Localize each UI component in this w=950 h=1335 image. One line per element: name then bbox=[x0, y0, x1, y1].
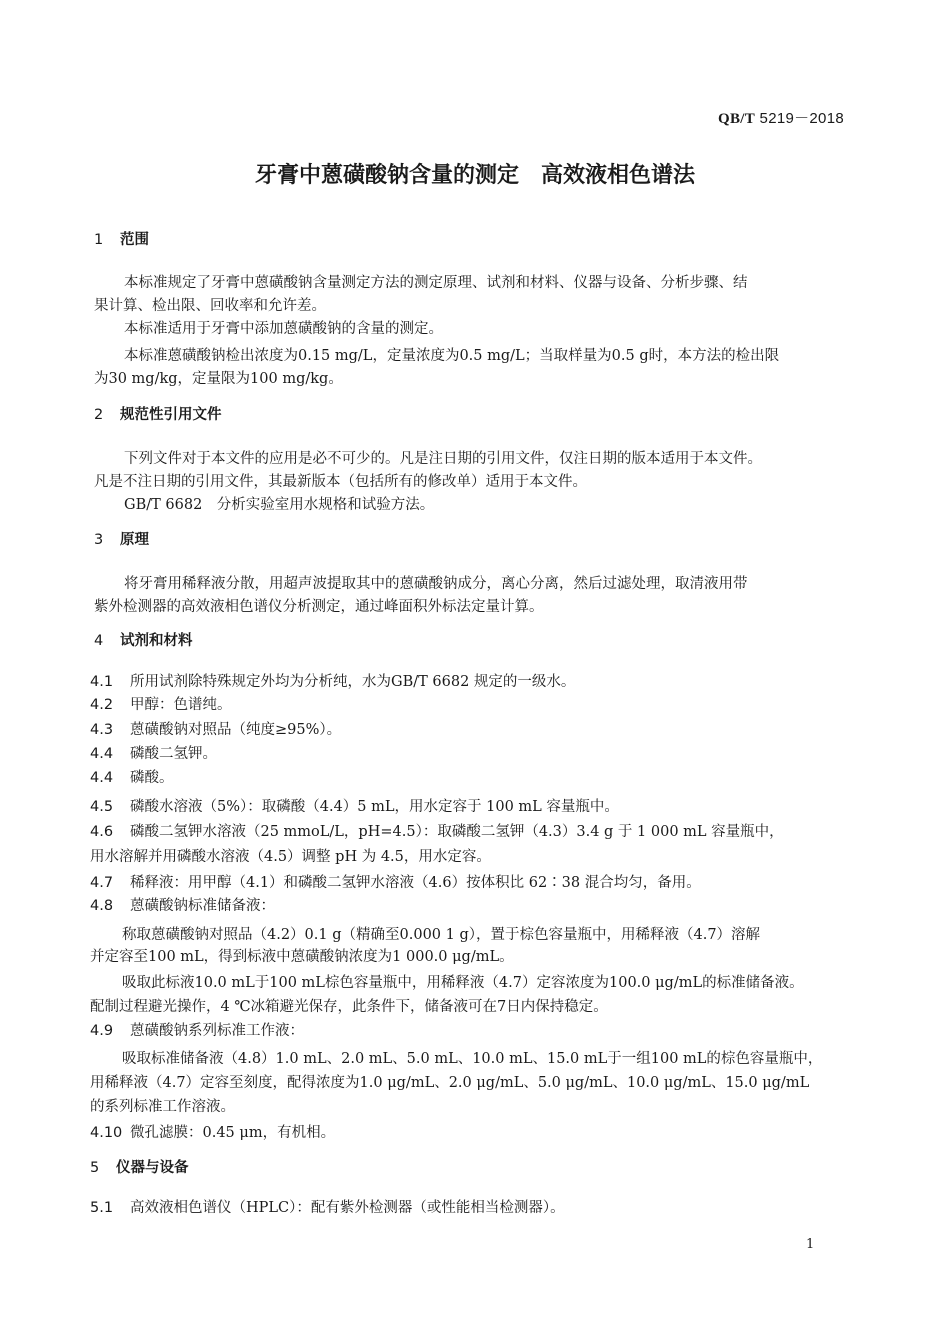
paragraph-line: 果计算、检出限、回收率和允许差。 bbox=[94, 298, 326, 314]
item-number: 4.9 bbox=[90, 1023, 114, 1039]
item-text: 稀释液：用甲醇（4.1）和磷酸二氢钾水溶液（4.6）按体积比 62∶38 混合均匀，备用。 bbox=[130, 875, 701, 891]
section-4-heading bbox=[94, 630, 193, 652]
document-title: 牙膏中蒽磺酸钠含量的测定 高效液相色谱法 bbox=[254, 163, 695, 188]
section-number: 2 bbox=[94, 407, 104, 423]
list-item bbox=[90, 895, 275, 917]
paragraph-line: 凡是不注日期的引用文件，其最新版本（包括所有的修改单）适用于本文件。 bbox=[94, 474, 587, 490]
section-title: 试剂和材料 bbox=[120, 633, 193, 649]
list-item-continuation: 用水溶解并用磷酸水溶液（4.5）调整 pH 为 4.5，用水定容。 bbox=[90, 849, 491, 865]
section-title: 规范性引用文件 bbox=[120, 407, 222, 423]
item-number: 4.4 bbox=[90, 770, 114, 786]
list-item bbox=[90, 872, 701, 894]
item-number: 4.8 bbox=[90, 898, 114, 914]
item-text: 磷酸二氢钾水溶液（25 mmoL/L，pH=4.5）：取磷酸二氢钾（4.3）3.4 g 于 1 000 mL 容量瓶中， bbox=[130, 824, 784, 840]
section-3-heading bbox=[94, 529, 149, 551]
list-item bbox=[90, 821, 784, 843]
list-item bbox=[90, 719, 341, 741]
list-item bbox=[90, 1197, 565, 1219]
item-number: 4.1 bbox=[90, 674, 114, 690]
section-1-heading bbox=[94, 229, 149, 251]
list-item bbox=[90, 796, 619, 818]
paragraph-line: 将牙膏用稀释液分散，用超声波提取其中的蒽磺酸钠成分，离心分离，然后过滤处理，取清液用带 bbox=[124, 576, 748, 592]
list-item-continuation: 吸取此标液10.0 mL于100 mL棕色容量瓶中，用稀释液（4.7）定容浓度为100.0 μg/mL的标准储备液。 bbox=[122, 975, 804, 991]
item-text: 甲醇：色谱纯。 bbox=[130, 697, 232, 713]
standard-code bbox=[718, 108, 844, 130]
paragraph-line: 为30 mg/kg，定量限为100 mg/kg。 bbox=[94, 371, 343, 387]
item-text: 微孔滤膜：0.45 μm，有机相。 bbox=[130, 1125, 336, 1141]
section-number: 4 bbox=[94, 633, 104, 649]
list-item-continuation: 并定容至100 mL，得到标液中蒽磺酸钠浓度为1 000.0 μg/mL。 bbox=[90, 949, 514, 965]
list-item-continuation: 的系列标准工作溶液。 bbox=[90, 1099, 235, 1115]
list-item-continuation: 称取蒽磺酸钠对照品（4.2）0.1 g（精确至0.000 1 g），置于棕色容量瓶中，用稀释液（4.7）溶解 bbox=[122, 927, 761, 943]
paragraph-line: 本标准规定了牙膏中蒽磺酸钠含量测定方法的测定原理、试剂和材料、仪器与设备、分析步骤、结 bbox=[124, 275, 748, 291]
standard-prefix: QB/T bbox=[718, 111, 756, 127]
paragraph-line: 下列文件对于本文件的应用是必不可少的。凡是注日期的引用文件，仅注日期的版本适用于本文件。 bbox=[124, 451, 762, 467]
section-5-heading bbox=[90, 1157, 189, 1179]
reference-line: GB/T 6682 分析实验室用水规格和试验方法。 bbox=[124, 497, 435, 513]
item-text: 蒽磺酸钠标准储备液： bbox=[130, 898, 275, 914]
item-text: 磷酸水溶液（5%）：取磷酸（4.4）5 mL，用水定容于 100 mL 容量瓶中。 bbox=[130, 799, 619, 815]
list-item bbox=[90, 671, 575, 693]
section-number: 3 bbox=[94, 532, 104, 548]
list-item bbox=[90, 694, 232, 716]
section-2-heading bbox=[94, 404, 222, 426]
list-item-continuation: 配制过程避光操作，4 ℃冰箱避光保存，此条件下，储备液可在7日内保持稳定。 bbox=[90, 999, 608, 1015]
item-text: 蒽磺酸钠系列标准工作液： bbox=[130, 1023, 304, 1039]
item-text: 磷酸。 bbox=[130, 770, 174, 786]
list-item bbox=[90, 743, 217, 765]
list-item bbox=[90, 1122, 335, 1144]
item-number: 5.1 bbox=[90, 1200, 114, 1216]
item-number: 4.5 bbox=[90, 799, 114, 815]
item-number: 4.7 bbox=[90, 875, 114, 891]
item-text: 高效液相色谱仪（HPLC）：配有紫外检测器（或性能相当检测器）。 bbox=[130, 1200, 565, 1216]
item-text: 蒽磺酸钠对照品（纯度≥95%）。 bbox=[130, 722, 342, 738]
list-item-continuation: 用稀释液（4.7）定容至刻度，配得浓度为1.0 μg/mL、2.0 μg/mL、5.0 μg/mL、10.0 μg/mL、15.0 μg/mL bbox=[90, 1075, 810, 1091]
section-number: 5 bbox=[90, 1160, 100, 1176]
item-number: 4.6 bbox=[90, 824, 114, 840]
item-number: 4.4 bbox=[90, 746, 114, 762]
paragraph-line: 紫外检测器的高效液相色谱仪分析测定，通过峰面积外标法定量计算。 bbox=[94, 599, 544, 615]
item-number: 4.10 bbox=[90, 1125, 123, 1141]
item-text: 磷酸二氢钾。 bbox=[130, 746, 217, 762]
section-title: 仪器与设备 bbox=[116, 1160, 189, 1176]
list-item bbox=[90, 767, 174, 789]
item-number: 4.2 bbox=[90, 697, 114, 713]
section-number: 1 bbox=[94, 232, 104, 248]
page-number: 1 bbox=[806, 1237, 815, 1252]
section-title: 原理 bbox=[120, 532, 149, 548]
list-item-continuation: 吸取标准储备液（4.8）1.0 mL、2.0 mL、5.0 mL、10.0 mL、15.0 mL于一组100 mL的棕色容量瓶中， bbox=[122, 1051, 823, 1067]
item-text: 所用试剂除特殊规定外均为分析纯，水为GB/T 6682 规定的一级水。 bbox=[130, 674, 576, 690]
section-title: 范围 bbox=[120, 232, 149, 248]
paragraph-line: 本标准适用于牙膏中添加蒽磺酸钠的含量的测定。 bbox=[124, 321, 443, 337]
standard-number: 5219－2018 bbox=[759, 110, 844, 127]
paragraph-line: 本标准蒽磺酸钠检出浓度为0.15 mg/L，定量浓度为0.5 mg/L；当取样量为0.5 g时，本方法的检出限 bbox=[124, 348, 780, 364]
list-item bbox=[90, 1020, 304, 1042]
item-number: 4.3 bbox=[90, 722, 114, 738]
